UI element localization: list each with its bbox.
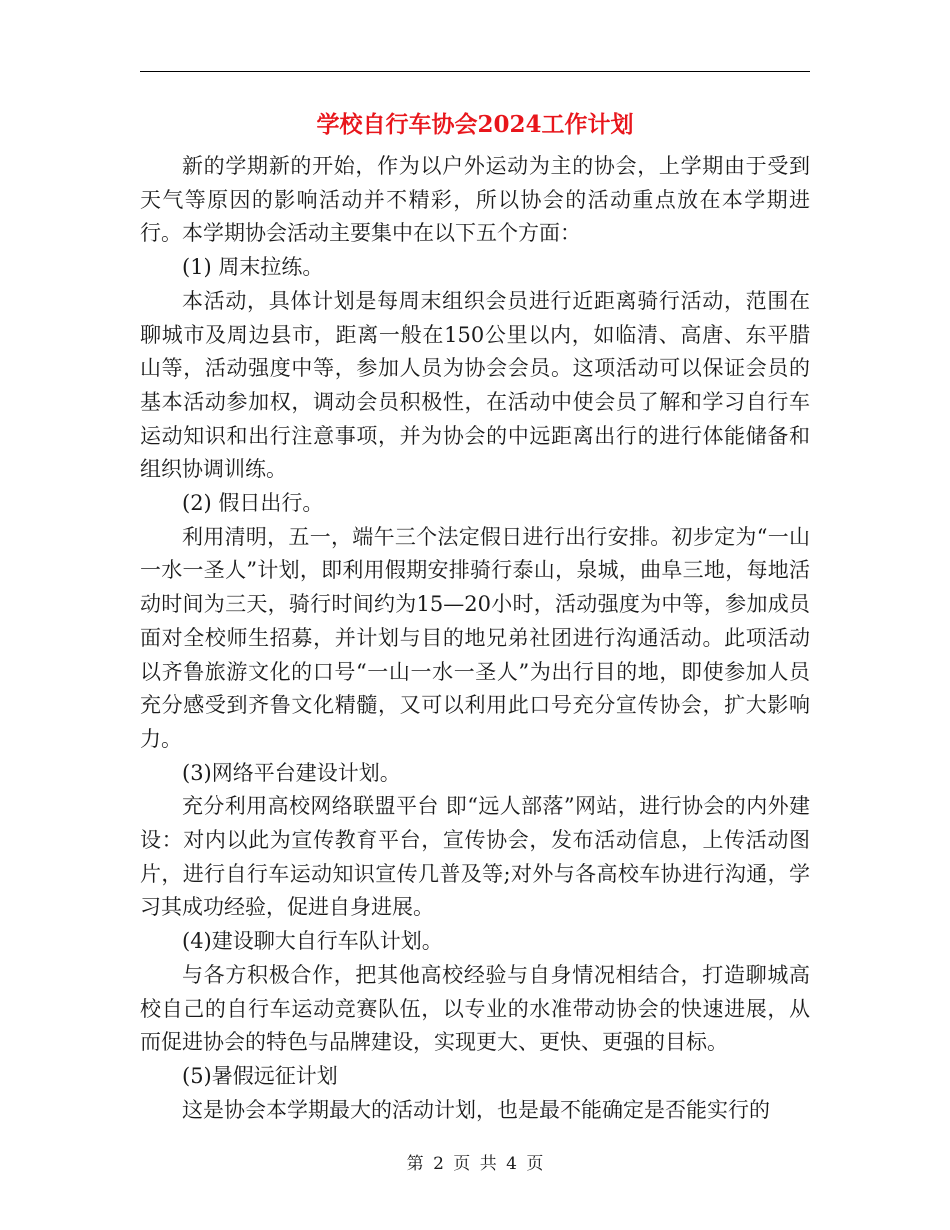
page-number-footer: 第 2 页 共 4 页: [406, 1154, 544, 1174]
paragraph-weekend-training: 本活动，具体计划是每周末组织会员进行近距离骑行活动，范围在聊城市及周边县市，距离一般在150公里以内，如临清、高唐、东平腊山等，活动强度中等，参加人员为协会会员。这项活动可以保证会员的基本活动参加权，调动会员积极性，在活动中使会员了解和学习自行车运动知识和出行注意事项，并为协会的中远距离出行的进行体能储备和组织协调训练。: [140, 288, 810, 482]
section-heading-2: (2) 假日出行。: [182, 491, 324, 516]
paragraph-summer-expedition: 这是协会本学期最大的活动计划，也是最不能确定是否能实行的: [182, 1097, 770, 1122]
paragraph-intro: 新的学期新的开始，作为以户外运动为主的协会，上学期由于受到天气等原因的影响活动并不精彩，所以协会的活动重点放在本学期进行。本学期协会活动主要集中在以下五个方面：: [140, 154, 810, 246]
paragraph-cycling-team: 与各方积极合作，把其他高校经验与自身情况相结合，打造聊城高校自己的自行车运动竞赛队伍，以专业的水准带动协会的快速进展，从而促进协会的特色与品牌建设，实现更大、更快、更强的目标。: [140, 962, 810, 1055]
section-heading-4: (4)建设聊大自行车队计划。: [182, 929, 443, 954]
section-heading-1: (1) 周末拉练。: [182, 255, 324, 280]
document-title: 学校自行车协会2024工作计划: [316, 111, 634, 138]
header-rule: [140, 71, 810, 72]
section-heading-3: (3)网络平台建设计划。: [182, 760, 401, 785]
section-heading-5: (5)暑假远征计划: [182, 1063, 338, 1088]
paragraph-network-platform: 充分利用高校网络联盟平台 即“远人部落”网站，进行协会的内外建设：对内以此为宣传教育平台，宣传协会，发布活动信息，上传活动图片，进行自行车运动知识宣传几普及等;对外与各高校车协进行沟通，学习其成功经验，促进自身进展。: [140, 794, 810, 920]
document-body: [140, 150, 810, 1127]
paragraph-holiday-trips: 利用清明，五一，端午三个法定假日进行出行安排。初步定为“一山一水一圣人”计划，即利用假期安排骑行泰山，泉城，曲阜三地，每地活动时间为三天，骑行时间约为15—20小时，活动强度为中等，参加成员面对全校师生招募，并计划与目的地兄弟社团进行沟通活动。此项活动以齐鲁旅游文化的口号“一山一水一圣人”为出行目的地，即使参加人员充分感受到齐鲁文化精髓，又可以利用此口号充分宣传协会，扩大影响力。: [140, 524, 810, 751]
